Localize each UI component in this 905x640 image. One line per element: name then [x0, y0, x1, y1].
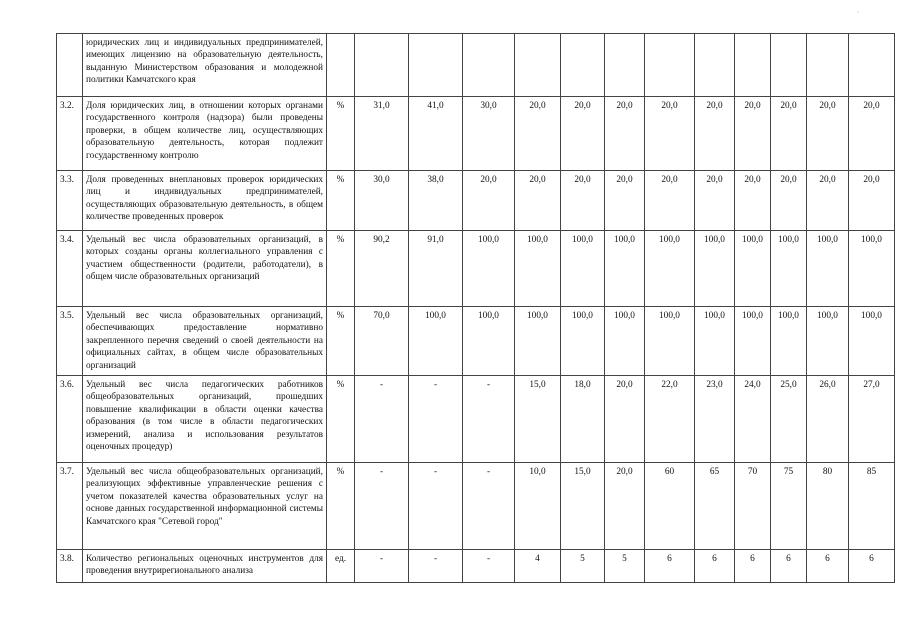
value-cell: 20,0 — [605, 376, 645, 463]
indicator-description: юридических лиц и индивидуальных предпринимателей, имеющих лицензию на образовательную деятельность, выданную Министерством образования и молодежной политики Камчатского края — [83, 34, 327, 97]
value-cell — [355, 34, 409, 97]
value-cell: 91,0 — [409, 231, 463, 307]
value-cell: 70 — [735, 463, 771, 550]
value-cell: 15,0 — [561, 463, 605, 550]
row-number: 3.3. — [57, 171, 83, 231]
value-cell: 30,0 — [355, 171, 409, 231]
table-row — [57, 231, 895, 307]
value-cell: 100,0 — [807, 307, 849, 376]
value-cell: 100,0 — [735, 307, 771, 376]
value-cell: - — [355, 550, 409, 583]
unit-cell: % — [327, 307, 355, 376]
value-cell: 6 — [695, 550, 735, 583]
indicator-description: Удельный вес числа общеобразовательных организаций, реализующих эффективные управленческие решения с учетом показателей качества образовательных услуг на основе данных государственной информационной системы Камчатского края "Сетевой город" — [83, 463, 327, 550]
value-cell: 20,0 — [771, 171, 807, 231]
value-cell — [605, 34, 645, 97]
value-cell: 100,0 — [735, 231, 771, 307]
value-cell: 41,0 — [409, 97, 463, 171]
value-cell: 4 — [515, 550, 561, 583]
table-body — [57, 34, 895, 583]
value-cell — [695, 34, 735, 97]
scan-speck: · — [857, 10, 859, 16]
value-cell: 38,0 — [409, 171, 463, 231]
value-cell — [515, 34, 561, 97]
value-cell: 20,0 — [695, 171, 735, 231]
value-cell: 75 — [771, 463, 807, 550]
value-cell: 20,0 — [463, 171, 515, 231]
value-cell — [735, 34, 771, 97]
value-cell: 22,0 — [645, 376, 695, 463]
value-cell: 65 — [695, 463, 735, 550]
value-cell: 100,0 — [463, 231, 515, 307]
value-cell — [409, 34, 463, 97]
table-row — [57, 376, 895, 463]
table-row — [57, 97, 895, 171]
value-cell: - — [463, 550, 515, 583]
value-cell: 20,0 — [771, 97, 807, 171]
value-cell: 100,0 — [561, 307, 605, 376]
value-cell: 85 — [849, 463, 895, 550]
value-cell: 20,0 — [807, 171, 849, 231]
value-cell: 15,0 — [515, 376, 561, 463]
value-cell — [463, 34, 515, 97]
value-cell: 6 — [849, 550, 895, 583]
value-cell: 100,0 — [771, 231, 807, 307]
value-cell: 20,0 — [605, 463, 645, 550]
unit-cell: % — [327, 231, 355, 307]
value-cell: 100,0 — [409, 307, 463, 376]
value-cell: 100,0 — [515, 231, 561, 307]
row-number: 3.5. — [57, 307, 83, 376]
value-cell: 20,0 — [645, 171, 695, 231]
value-cell: - — [463, 376, 515, 463]
value-cell: 5 — [561, 550, 605, 583]
value-cell: 6 — [771, 550, 807, 583]
value-cell: 100,0 — [849, 307, 895, 376]
unit-cell: % — [327, 97, 355, 171]
value-cell: 100,0 — [605, 231, 645, 307]
value-cell: 20,0 — [605, 171, 645, 231]
row-number: 3.7. — [57, 463, 83, 550]
value-cell: 20,0 — [561, 97, 605, 171]
row-number: 3.8. — [57, 550, 83, 583]
value-cell: 20,0 — [515, 171, 561, 231]
value-cell: - — [409, 376, 463, 463]
value-cell: 100,0 — [515, 307, 561, 376]
value-cell: 100,0 — [695, 231, 735, 307]
value-cell: 100,0 — [463, 307, 515, 376]
table-row — [57, 463, 895, 550]
row-number — [57, 34, 83, 97]
value-cell: 6 — [807, 550, 849, 583]
value-cell: 20,0 — [605, 97, 645, 171]
value-cell — [771, 34, 807, 97]
indicator-description: Удельный вес числа образовательных организаций, обеспечивающих предоставление нормативно закрепленного перечня сведений о своей деятельности на официальных сайтах, в общем числе образовательных организаций — [83, 307, 327, 376]
value-cell: - — [409, 550, 463, 583]
value-cell: 5 — [605, 550, 645, 583]
value-cell: 26,0 — [807, 376, 849, 463]
value-cell: 23,0 — [695, 376, 735, 463]
value-cell: - — [409, 463, 463, 550]
value-cell: 20,0 — [807, 97, 849, 171]
value-cell: 100,0 — [605, 307, 645, 376]
value-cell: 31,0 — [355, 97, 409, 171]
indicator-description: Количество региональных оценочных инструментов для проведения внутрирегионального анализа — [83, 550, 327, 583]
value-cell: 20,0 — [645, 97, 695, 171]
value-cell: 20,0 — [849, 171, 895, 231]
table-row — [57, 307, 895, 376]
indicator-description: Доля юридических лиц, в отношении которых органами государственного контроля (надзора) были проведены проверки, в общем количестве лиц, осуществляющих образовательную деятельность, которая подлежит государственному контролю — [83, 97, 327, 171]
value-cell: 25,0 — [771, 376, 807, 463]
row-number: 3.6. — [57, 376, 83, 463]
value-cell: 20,0 — [735, 97, 771, 171]
value-cell: - — [355, 376, 409, 463]
indicator-description: Доля проведенных внеплановых проверок юридических лиц и индивидуальных предпринимателей, осуществляющих образовательную деятельность, в общем количестве проведенных проверок — [83, 171, 327, 231]
value-cell — [561, 34, 605, 97]
value-cell — [807, 34, 849, 97]
value-cell — [849, 34, 895, 97]
value-cell: 20,0 — [515, 97, 561, 171]
value-cell: 20,0 — [695, 97, 735, 171]
value-cell: 27,0 — [849, 376, 895, 463]
value-cell: 100,0 — [645, 307, 695, 376]
value-cell: 100,0 — [561, 231, 605, 307]
unit-cell: % — [327, 463, 355, 550]
value-cell: 100,0 — [771, 307, 807, 376]
row-number: 3.4. — [57, 231, 83, 307]
unit-cell — [327, 34, 355, 97]
value-cell — [645, 34, 695, 97]
value-cell: 18,0 — [561, 376, 605, 463]
value-cell: 90,2 — [355, 231, 409, 307]
unit-cell: % — [327, 171, 355, 231]
unit-cell: % — [327, 376, 355, 463]
value-cell: 20,0 — [561, 171, 605, 231]
value-cell: 20,0 — [735, 171, 771, 231]
value-cell: 30,0 — [463, 97, 515, 171]
value-cell: 100,0 — [849, 231, 895, 307]
value-cell: 24,0 — [735, 376, 771, 463]
table-row — [57, 550, 895, 583]
table-row — [57, 171, 895, 231]
value-cell: - — [355, 463, 409, 550]
unit-cell: ед. — [327, 550, 355, 583]
value-cell: 100,0 — [695, 307, 735, 376]
indicator-description: Удельный вес числа педагогических работников общеобразовательных организаций, прошедших повышение квалификации в области оценки качества образования (в том числе в области педагогических измерений, анализа и использования результатов оценочных процедур) — [83, 376, 327, 463]
indicator-description: Удельный вес числа образовательных организаций, в которых созданы органы коллегиального управления с участием общественности (родители, работодатели), в общем числе образовательных организаций — [83, 231, 327, 307]
row-number: 3.2. — [57, 97, 83, 171]
value-cell: 80 — [807, 463, 849, 550]
value-cell: - — [463, 463, 515, 550]
value-cell: 6 — [735, 550, 771, 583]
value-cell: 100,0 — [645, 231, 695, 307]
table-row — [57, 34, 895, 97]
value-cell: 6 — [645, 550, 695, 583]
value-cell: 100,0 — [807, 231, 849, 307]
value-cell: 70,0 — [355, 307, 409, 376]
value-cell: 20,0 — [849, 97, 895, 171]
value-cell: 10,0 — [515, 463, 561, 550]
value-cell: 60 — [645, 463, 695, 550]
indicators-table — [56, 33, 895, 583]
